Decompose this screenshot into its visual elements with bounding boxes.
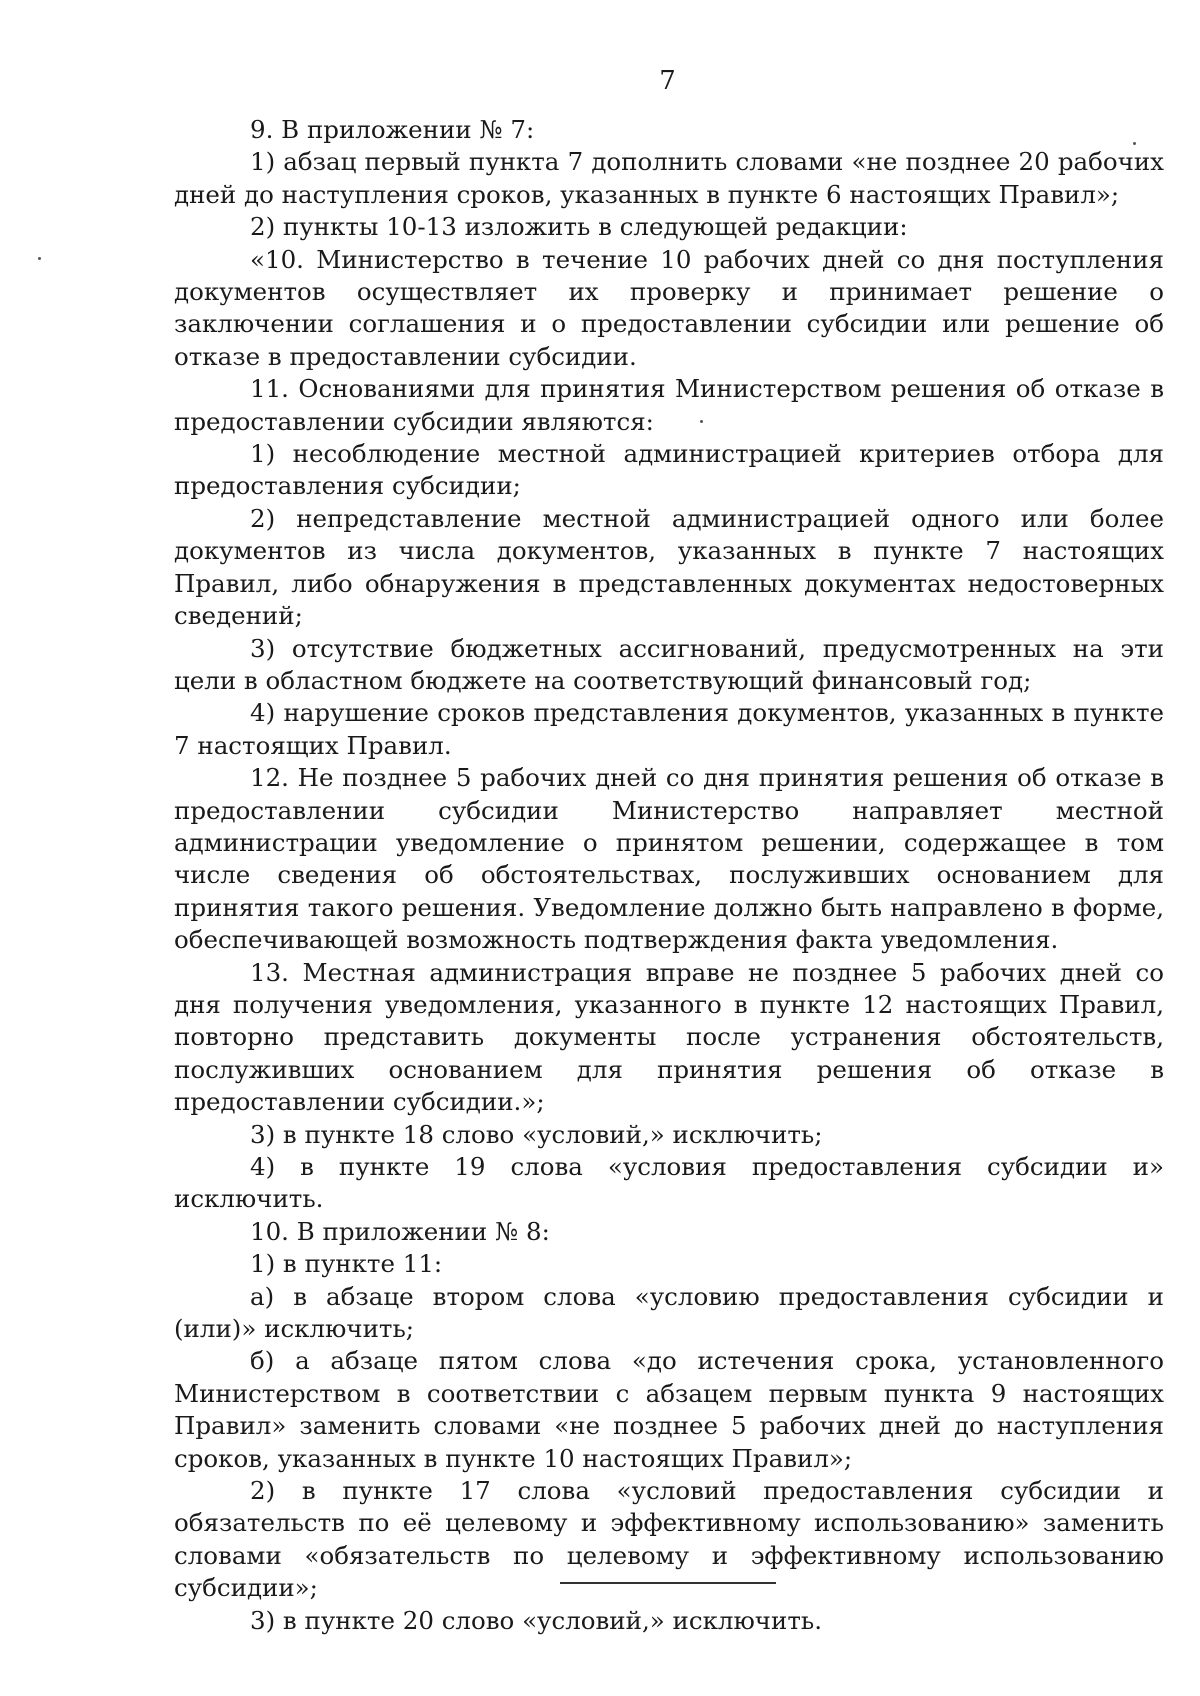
scan-speck <box>700 420 703 423</box>
paragraph: 2) пункты 10-13 изложить в следующей редакции: <box>250 212 908 242</box>
paragraph: 13. Местная администрация вправе не позднее 5 рабочих дней со дня получения уведомления, указанного в пункте 12 настоящих Правил, повторно представить документы после устранения обстоятельств, послуживших основанием для принятия решения об отказе в предоставлении субсидии.»; <box>174 957 1164 1117</box>
page-number: 7 <box>659 66 676 96</box>
paragraph: 9. В приложении № 7: <box>250 115 535 144</box>
scan-speck <box>1133 142 1136 145</box>
document-body <box>174 114 1164 1637</box>
paragraph: 4) в пункте 19 слова «условия предоставления субсидии и» исключить. <box>174 1152 1164 1214</box>
paragraph: 3) в пункте 20 слово «условий,» исключить. <box>250 1605 822 1635</box>
end-separator-line <box>560 1582 776 1584</box>
paragraph: 2) непредставление местной администрацией одного или более документов из числа документов, указанных в пункте 7 настоящих Правил, либо обнаружения в представленных документах недостоверных сведений; <box>174 503 1164 631</box>
scan-speck <box>38 257 41 260</box>
paragraph: 3) отсутствие бюджетных ассигнований, предусмотренных на эти цели в областном бюджете на соответствующий финансовый год; <box>174 633 1164 695</box>
paragraph: 2) в пункте 17 слова «условий предоставления субсидии и обязательств по её целевому и эффективному использованию» заменить словами «обязательств по целевому и эффективному использованию субсидии»; <box>174 1476 1164 1603</box>
paragraph: 11. Основаниями для принятия Министерством решения об отказе в предоставлении субсидии являются: <box>174 374 1164 436</box>
paragraph: б) а абзаце пятом слова «до истечения срока, установленного Министерством в соответствии с абзацем первым пункта 9 настоящих Правил» заменить словами «не позднее 5 рабочих дней до наступления сроков, указанных в пункте 10 настоящих Правил»; <box>174 1346 1164 1473</box>
paragraph: 1) несоблюдение местной администрацией критериев отбора для предоставления субсидии; <box>174 439 1164 501</box>
paragraph: 12. Не позднее 5 рабочих дней со дня принятия решения об отказе в предоставлении субсидии Министерство направляет местной администрации уведомление о принятом решении, содержащее в том числе сведения об обстоятельствах, послуживших основанием для принятия такого решения. Уведомление должно быть направлено в форме, обеспечивающей возможность подтверждения факта уведомления. <box>174 763 1164 955</box>
paragraph: «10. Министерство в течение 10 рабочих дней со дня поступления документов осуществляет их проверку и принимает решение о заключении соглашения и о предоставлении субсидии или решение об отказе в предоставлении субсидии. <box>174 244 1164 371</box>
paragraph: а) в абзаце втором слова «условию предоставления субсидии и (или)» исключить; <box>174 1281 1164 1344</box>
paragraph: 4) нарушение сроков представления документов, указанных в пункте 7 настоящих Правил. <box>174 698 1164 760</box>
paragraph: 10. В приложении № 8: <box>250 1216 550 1246</box>
paragraph: 1) в пункте 11: <box>250 1249 443 1279</box>
paragraph: 1) абзац первый пункта 7 дополнить словами «не позднее 20 рабочих дней до наступления сроков, указанных в пункте 6 настоящих Правил»; <box>174 147 1164 209</box>
paragraph: 3) в пункте 18 слово «условий,» исключить; <box>250 1119 823 1149</box>
